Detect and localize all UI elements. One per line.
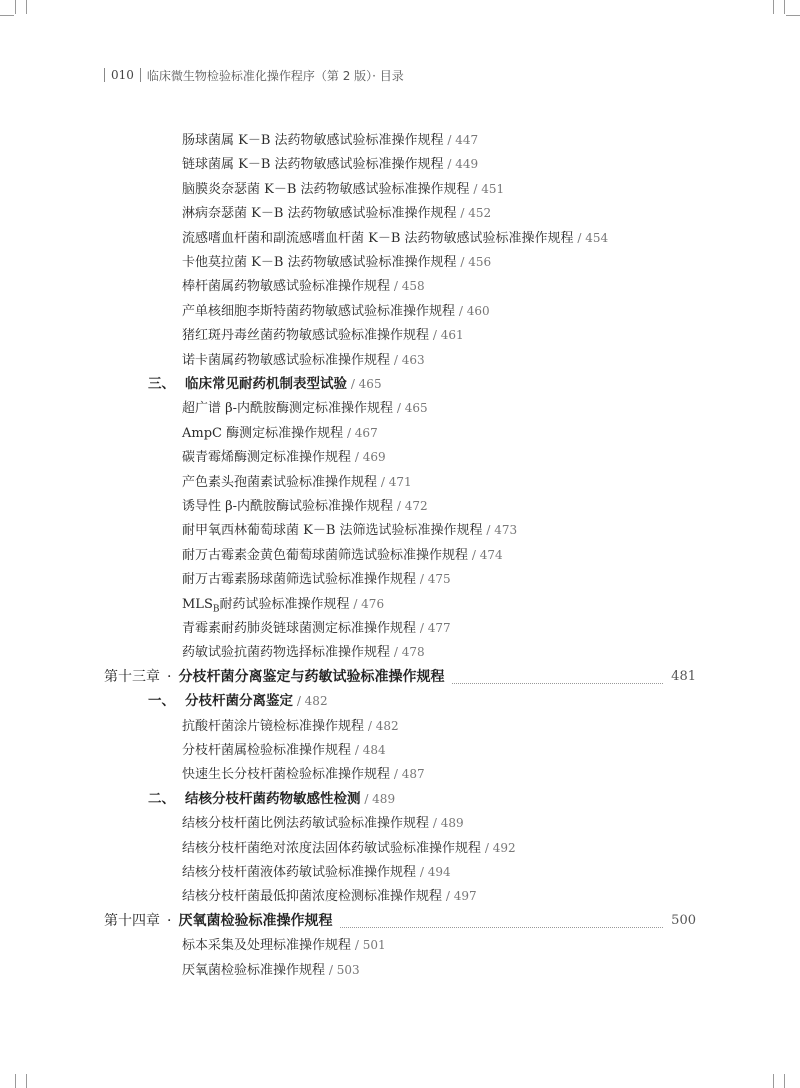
toc-entry[interactable]: [182, 250, 491, 274]
chapter-dot: ·: [167, 913, 172, 929]
crop-mark: [15, 1074, 16, 1088]
entry-title: 结核分枝杆菌绝对浓度法固体药敏试验标准操作规程: [182, 841, 482, 856]
entry-page: / 447: [443, 133, 479, 147]
entry-page: / 472: [393, 499, 428, 513]
toc-entry[interactable]: [182, 836, 516, 860]
entry-page: / 461: [429, 328, 464, 342]
section-title: 结核分枝杆菌药物敏感性检测: [185, 791, 361, 807]
entry-page: / 454: [573, 231, 609, 245]
toc-entry[interactable]: [182, 445, 386, 469]
entry-title: 肠球菌属 K－B 法药物敏感试验标准操作规程: [182, 133, 444, 148]
entry-title: 抗酸杆菌涂片镜检标准操作规程: [182, 719, 365, 734]
entry-page: / 497: [442, 889, 477, 903]
toc-entry[interactable]: [182, 933, 386, 957]
section-page: / 489: [360, 792, 396, 806]
entry-title: 碳青霉烯酶测定标准操作规程: [182, 450, 352, 465]
toc-chapter[interactable]: [104, 909, 696, 933]
crop-mark: [784, 1074, 785, 1088]
entry-page: / 451: [469, 182, 505, 196]
entry-page: / 487: [390, 767, 425, 781]
toc-entry[interactable]: [182, 640, 425, 664]
chapter-title: 厌氧菌检验标准操作规程: [178, 913, 333, 929]
crop-mark: [26, 1074, 27, 1088]
section-page: / 482: [293, 694, 328, 708]
toc-entry[interactable]: [182, 494, 428, 518]
toc-entry[interactable]: [182, 958, 360, 982]
toc-entry[interactable]: [182, 714, 399, 738]
toc-entry[interactable]: [182, 762, 425, 786]
toc-entry[interactable]: [182, 299, 490, 323]
entry-page: / 484: [351, 743, 386, 757]
entry-title: $MLS_B$耐药试验标准操作规程: [182, 597, 350, 615]
section-number: 一、: [148, 693, 175, 709]
toc-entry[interactable]: [182, 152, 478, 176]
toc-entry[interactable]: [182, 201, 491, 225]
entry-page: / 449: [443, 157, 479, 171]
crop-mark: [15, 0, 16, 14]
chapter-number: 第十三章: [104, 669, 160, 685]
page-number: 010: [111, 68, 134, 82]
header-divider: [104, 68, 105, 82]
section-page: / 465: [347, 377, 382, 391]
entry-title: 超广谱 β-内酰胺酶测定标准操作规程: [182, 401, 394, 416]
entry-title: 诺卡菌属药物敏感试验标准操作规程: [182, 353, 391, 368]
entry-title: 标本采集及处理标准操作规程: [182, 938, 352, 953]
entry-title: 猪红斑丹毒丝菌药物敏感试验标准操作规程: [182, 328, 430, 343]
crop-mark: [773, 1074, 774, 1088]
entry-title: 厌氧菌检验标准操作规程: [182, 963, 326, 978]
toc-chapter[interactable]: [104, 665, 696, 689]
entry-page: / 476: [349, 597, 385, 611]
entry-page: / 458: [390, 279, 425, 293]
crop-mark: [784, 0, 785, 14]
chapter-page: 481: [671, 669, 696, 684]
running-title: 临床微生物检验标准化操作程序（第 2 版）· 目录: [146, 68, 404, 83]
toc-entry[interactable]: [182, 738, 386, 762]
entry-title: 青霉素耐药肺炎链球菌测定标准操作规程: [182, 621, 417, 636]
entry-title: 卡他莫拉菌 K－B 法药物敏感试验标准操作规程: [182, 255, 457, 270]
toc-entry[interactable]: [182, 226, 608, 250]
toc-entry[interactable]: [182, 323, 464, 347]
entry-page: / 456: [456, 255, 492, 269]
crop-mark: [786, 15, 800, 16]
entry-page: / 460: [455, 304, 490, 318]
entry-title: 耐万古霉素金黄色葡萄球菌筛选试验标准操作规程: [182, 548, 469, 563]
toc-entry[interactable]: [182, 128, 478, 152]
entry-title: 快速生长分枝杆菌检验标准操作规程: [182, 767, 391, 782]
toc-entry[interactable]: [182, 518, 517, 542]
entry-page: / 469: [351, 450, 386, 464]
toc-entry[interactable]: [182, 567, 451, 591]
chapter-dot: ·: [167, 669, 172, 685]
section-title: 分枝杆菌分离鉴定: [185, 693, 293, 709]
toc-entry[interactable]: [182, 274, 425, 298]
crop-mark: [26, 0, 27, 14]
toc-entry[interactable]: [182, 543, 503, 567]
toc-entry[interactable]: [182, 860, 451, 884]
entry-page: / 482: [364, 719, 399, 733]
entry-title: AmpC 酶测定标准操作规程: [182, 426, 344, 441]
dot-leader: [340, 915, 663, 928]
entry-page: / 467: [343, 426, 378, 440]
toc-entry[interactable]: [182, 348, 425, 372]
entry-page: / 473: [482, 523, 518, 537]
entry-title: 产色素头孢菌素试验标准操作规程: [182, 475, 378, 490]
toc-entry[interactable]: [182, 470, 412, 494]
crop-mark: [0, 15, 14, 16]
section-title: 临床常见耐药机制表型试验: [185, 376, 347, 392]
toc-entry[interactable]: [182, 884, 477, 908]
chapter-number: 第十四章: [104, 913, 160, 929]
entry-title: 结核分枝杆菌比例法药敏试验标准操作规程: [182, 816, 430, 831]
entry-title: 药敏试验抗菌药物选择标准操作规程: [182, 645, 391, 660]
entry-title: 结核分枝杆菌液体药敏试验标准操作规程: [182, 865, 417, 880]
entry-title: 分枝杆菌属检验标准操作规程: [182, 743, 352, 758]
toc-entry[interactable]: [182, 177, 504, 201]
entry-page: / 503: [325, 963, 360, 977]
dot-leader: [452, 671, 663, 684]
toc-section[interactable]: [148, 689, 328, 713]
entry-page: / 489: [429, 816, 464, 830]
entry-title: 脑膜炎奈瑟菌 K－B 法药物敏感试验标准操作规程: [182, 182, 470, 197]
toc-section[interactable]: [148, 372, 382, 396]
entry-page: / 478: [390, 645, 425, 659]
chapter-title: 分枝杆菌分离鉴定与药敏试验标准操作规程: [178, 669, 445, 685]
entry-title: 耐甲氧西林葡萄球菌 K－B 法筛选试验标准操作规程: [182, 523, 483, 538]
entry-page: / 477: [416, 621, 451, 635]
entry-title: 诱导性 β-内酰胺酶试验标准操作规程: [182, 499, 394, 514]
entry-page: / 475: [416, 572, 451, 586]
toc-entry[interactable]: [182, 592, 384, 616]
entry-page: / 492: [481, 841, 516, 855]
entry-page: / 501: [351, 938, 386, 952]
entry-title: 结核分枝杆菌最低抑菌浓度检测标准操作规程: [182, 889, 443, 904]
toc-section[interactable]: [148, 787, 395, 811]
entry-page: / 463: [390, 353, 425, 367]
entry-title: 链球菌属 K－B 法药物敏感试验标准操作规程: [182, 157, 444, 172]
entry-page: / 474: [468, 548, 503, 562]
header-divider: [140, 68, 141, 82]
section-number: 二、: [148, 791, 175, 807]
crop-mark: [773, 0, 774, 14]
entry-page: / 465: [393, 401, 428, 415]
entry-page: / 471: [377, 475, 412, 489]
entry-title: 产单核细胞李斯特菌药物敏感试验标准操作规程: [182, 304, 456, 319]
toc-entry[interactable]: [182, 616, 451, 640]
entry-page: / 494: [416, 865, 451, 879]
entry-title: 棒杆菌属药物敏感试验标准操作规程: [182, 279, 391, 294]
entry-title: 耐万古霉素肠球菌筛选试验标准操作规程: [182, 572, 417, 587]
toc-entry[interactable]: [182, 421, 378, 445]
toc-entry[interactable]: [182, 811, 464, 835]
chapter-page: 500: [671, 913, 696, 928]
entry-page: / 452: [456, 206, 492, 220]
toc-entry[interactable]: [182, 396, 428, 420]
section-number: 三、: [148, 376, 175, 392]
entry-title: 流感嗜血杆菌和副流感嗜血杆菌 K－B 法药物敏感试验标准操作规程: [182, 231, 574, 246]
entry-title: 淋病奈瑟菌 K－B 法药物敏感试验标准操作规程: [182, 206, 457, 221]
running-header: [104, 66, 404, 84]
